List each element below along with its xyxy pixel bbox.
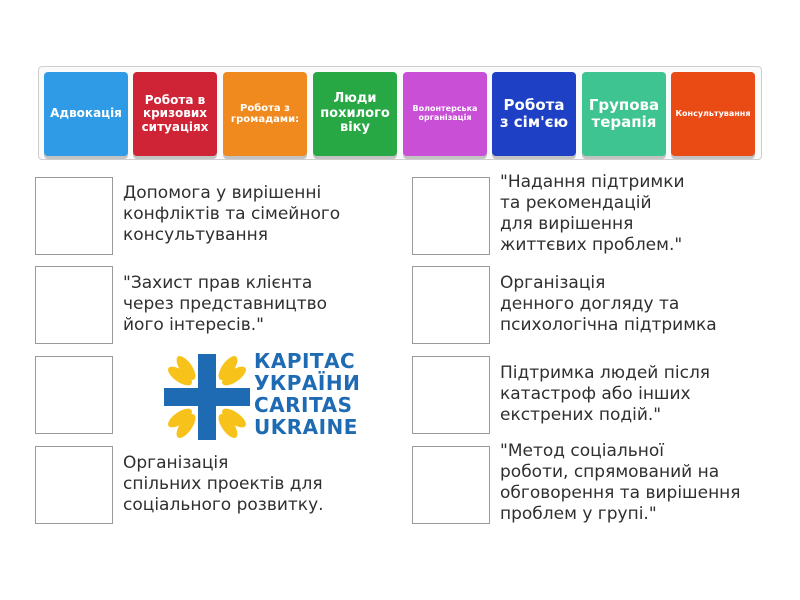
- logo-line-2: УКРАЇНИ: [254, 371, 361, 395]
- tile-volunteer-org[interactable]: Волонтерська організація: [403, 72, 487, 156]
- logo-line-4: UKRAINE: [254, 415, 358, 439]
- drop-slot-right-3[interactable]: [412, 356, 490, 434]
- description-left-1: Допомога у вирішенні конфліктів та сімейного консультування: [123, 183, 341, 245]
- drop-slot-left-2[interactable]: [35, 266, 113, 344]
- drop-slot-left-1[interactable]: [35, 177, 113, 255]
- drop-slot-right-4[interactable]: [412, 446, 490, 524]
- description-left-4: Організація спільних проектів для соціального розвитку.: [123, 453, 324, 515]
- caritas-cross-icon: [164, 354, 250, 440]
- description-right-2: Організація денного догляду та психологічна підтримка: [500, 273, 717, 335]
- logo-line-3: CARITAS: [254, 393, 353, 417]
- tile-community-work[interactable]: Робота з громадами:: [223, 72, 307, 156]
- tile-elderly-people[interactable]: Люди похилого віку: [313, 72, 397, 156]
- drop-slot-right-2[interactable]: [412, 266, 490, 344]
- caritas-ukraine-logo: [164, 349, 364, 440]
- tile-group-therapy[interactable]: Групова терапія: [582, 72, 666, 156]
- logo-line-1: КАРІТАС: [254, 349, 356, 373]
- drop-slot-left-3[interactable]: [35, 356, 113, 434]
- description-right-1: "Надання підтримки та рекомендацій для вирішення життєвих проблем.": [500, 172, 685, 255]
- drop-slot-left-4[interactable]: [35, 446, 113, 524]
- description-left-2: "Захист прав клієнта через представництво його інтересів.": [123, 273, 328, 335]
- drop-slot-right-1[interactable]: [412, 177, 490, 255]
- description-right-3: Підтримка людей після катастроф або інших екстрених подій.": [500, 363, 711, 425]
- tile-crisis-work[interactable]: Робота в кризових ситуаціях: [133, 72, 217, 156]
- description-right-4: "Метод соціальної роботи, спрямований на обговорення та вирішення проблем у групі.": [500, 441, 741, 524]
- tile-family-work[interactable]: Робота з сім'єю: [492, 72, 576, 156]
- tile-advocacy[interactable]: Адвокація: [44, 72, 128, 156]
- tile-counseling[interactable]: Консультування: [671, 72, 755, 156]
